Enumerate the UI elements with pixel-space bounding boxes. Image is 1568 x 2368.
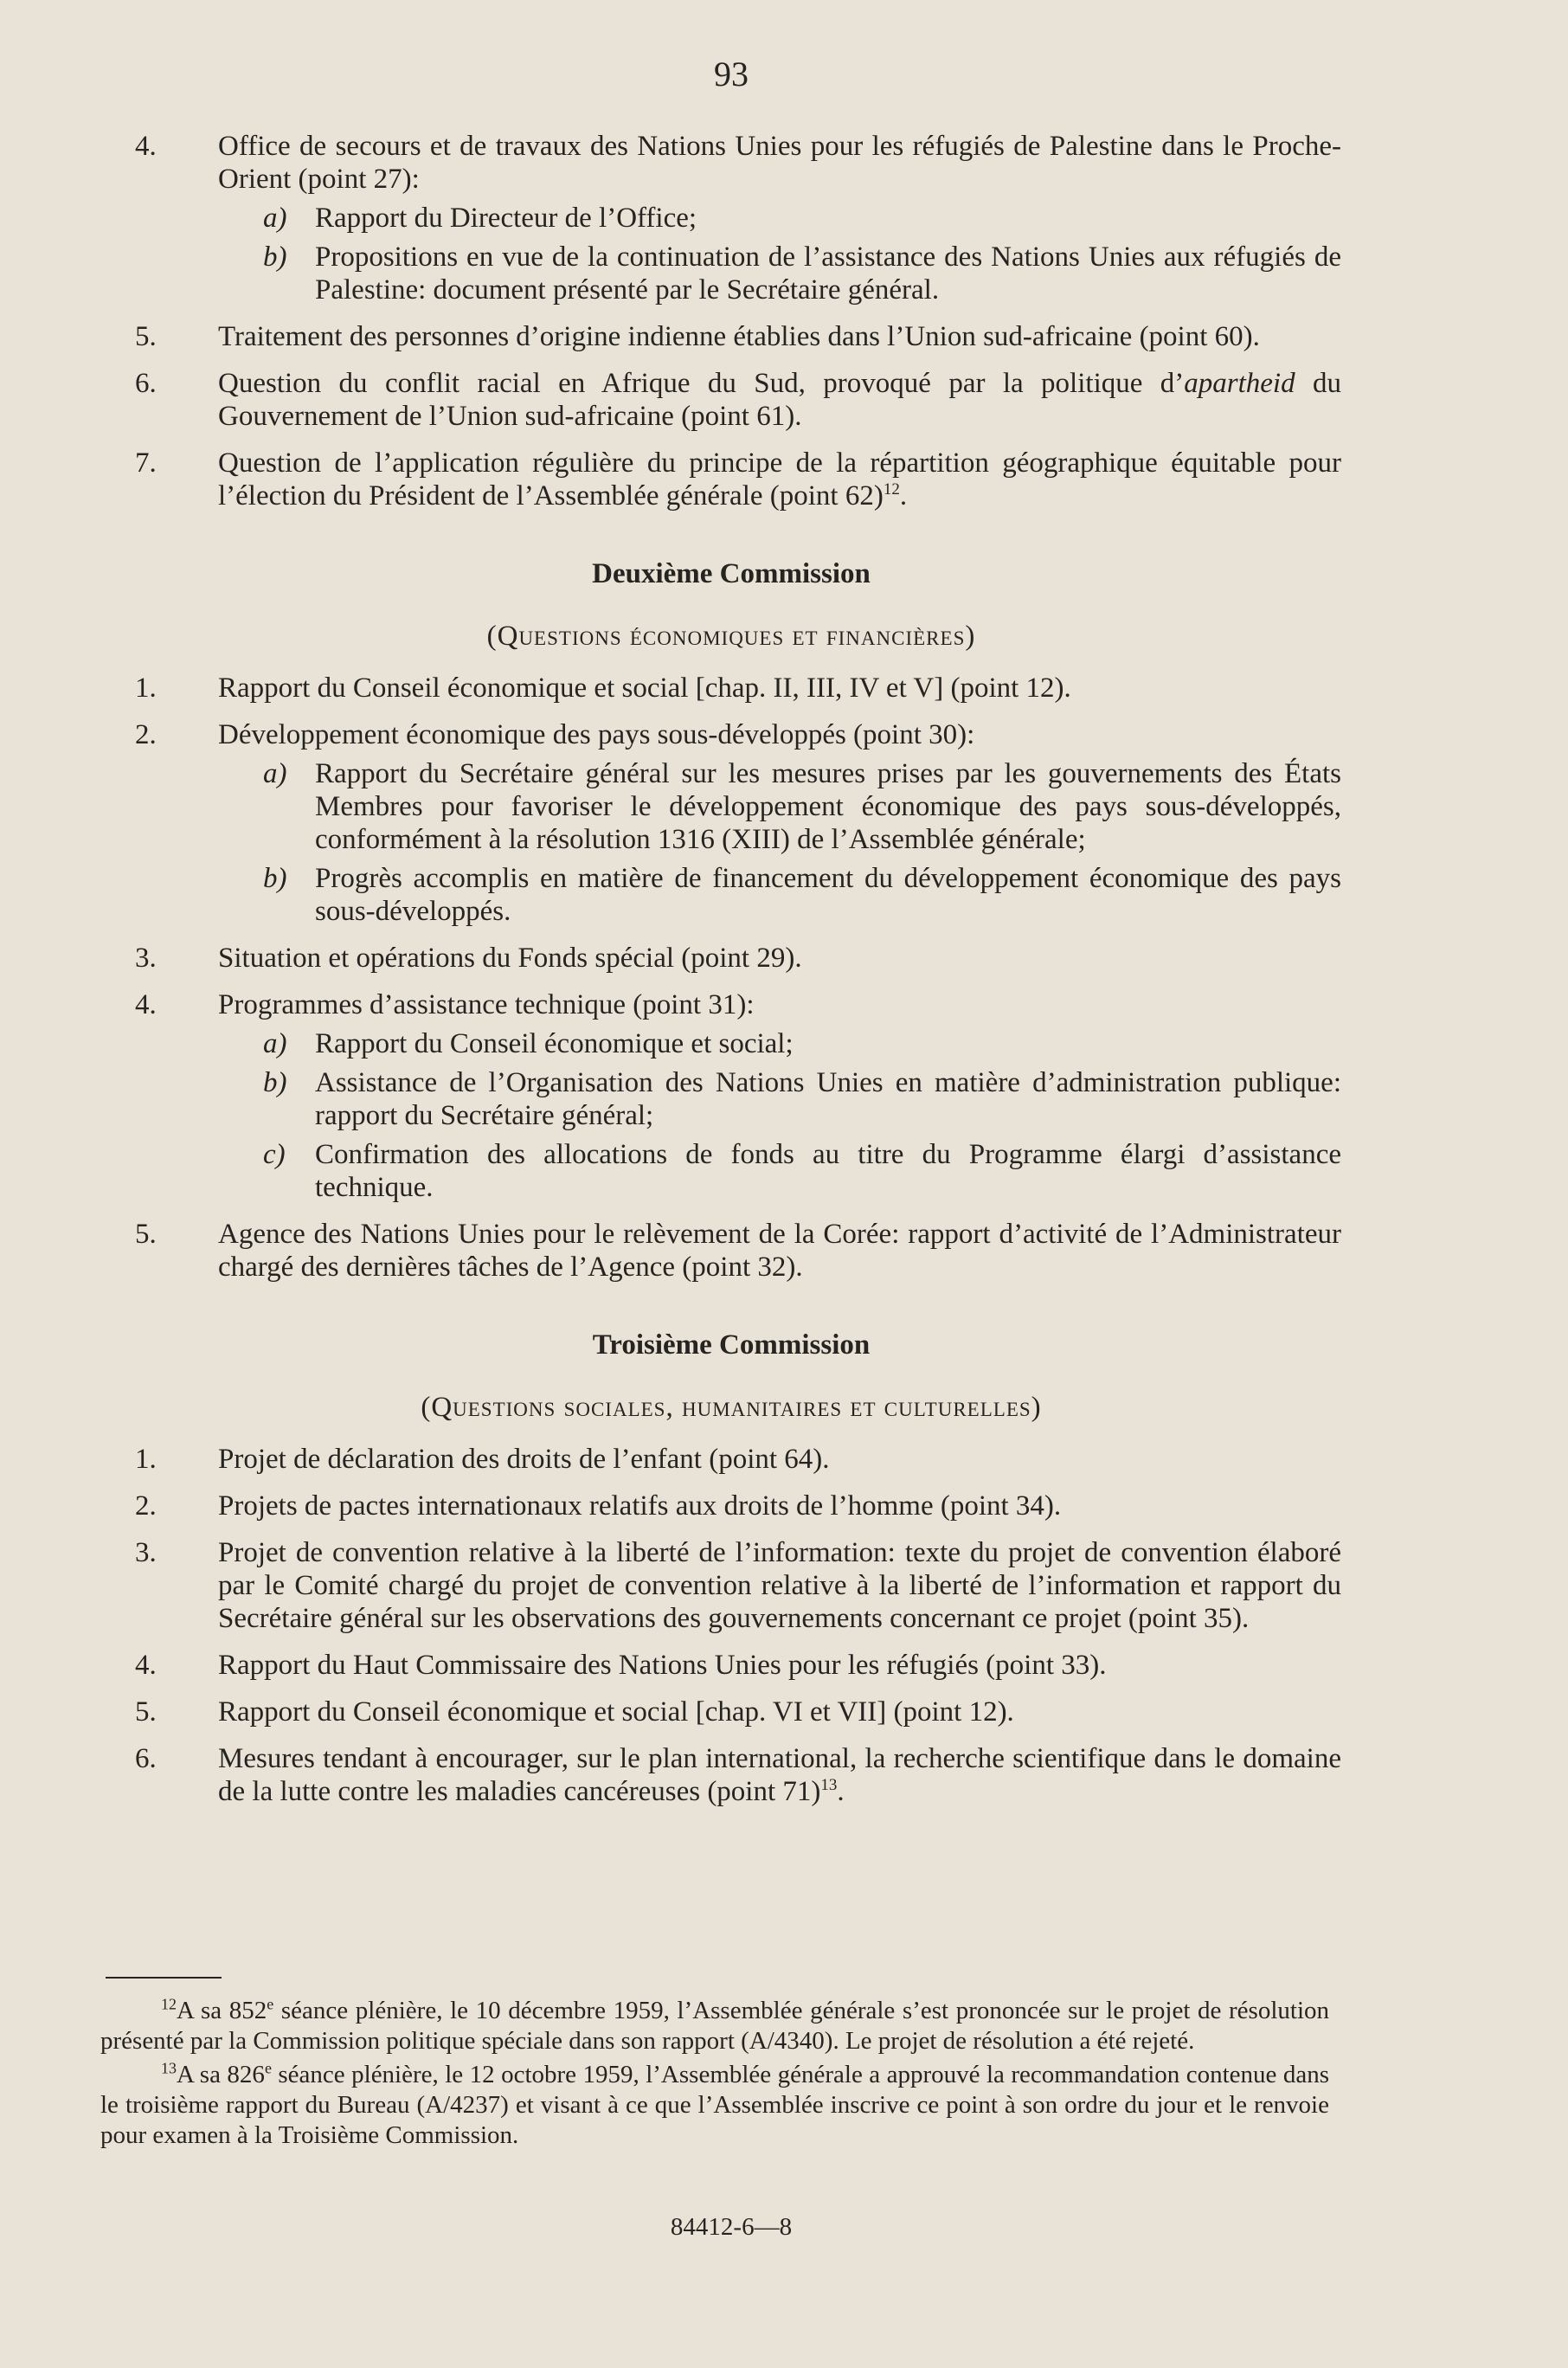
footnotes [100,1996,1329,2154]
footnote-divider [106,1977,222,1979]
sub-item-letter: c) [263,1139,286,1170]
item-text: Mesures tendant à encourager, sur le plan international, la recherche scientifique dans le domaine de la lutte contre les maladies cancéreuses (point 71) [218,1743,1341,1807]
body-text [121,130,1341,1822]
item-text: Traitement des personnes d’origine indienne établies dans l’Union sud-africaine (point 60). [218,321,1260,352]
section-subtitle: (Questions économiques et financières) [486,621,976,652]
list-item [121,1490,1341,1522]
item-number: 6. [135,1743,157,1774]
sub-item-text: Confirmation des allocations de fonds au titre du Programme élargi d’assistance technique. [315,1139,1341,1203]
ordinal-suffix: e [267,1995,274,2013]
sub-item-letter: b) [263,1067,287,1098]
item-number: 1. [135,1444,157,1475]
page-number: 93 [714,55,749,93]
item-text: Projet de convention relative à la liberté de l’information: texte du projet de convention élaboré par le Comité chargé du projet de convention relative à la liberté de l’information et rapport du Secrétaire général sur les observations des gouvernements concernant ce projet (point 35). [218,1537,1341,1634]
sub-item-text: Propositions en vue de la continuation de l’assistance des Nations Unies aux réfugiés de Palestine: document présenté par le Secrétaire général. [315,241,1341,306]
sub-item [218,202,1341,235]
sub-item-letter: a) [263,1028,287,1059]
sub-item-letter: a) [263,203,287,234]
item-text: Question du conflit racial en Afrique du Sud, provoqué par la politique d’ [218,368,1185,399]
item-text-end: . [837,1776,845,1807]
sub-item [218,862,1341,928]
list-item [121,130,1341,306]
list-item [121,367,1341,433]
item-text: Office de secours et de travaux des Nations Unies pour les réfugiés de Palestine dans le Proche-Orient (point 27): [218,131,1341,195]
list-item [121,447,1341,512]
item-text-end: . [899,480,908,512]
item-text: Programmes d’assistance technique (point 31): [218,989,755,1020]
footnote [100,1996,1329,2056]
sub-item-text: Assistance de l’Organisation des Nations Unies en matière d’administration publique: rapport du Secrétaire général; [315,1067,1341,1131]
list-item [121,1649,1341,1682]
footnote-ref: 13 [820,1776,838,1794]
item-text: Projets de pactes internationaux relatifs aux droits de l’homme (point 34). [218,1490,1062,1522]
item-text-end: du Gouvernement de l’Union sud-africaine (point 61). [218,368,1341,432]
footnote [100,2060,1329,2151]
item-number: 7. [135,447,157,479]
item-number: 4. [135,989,157,1020]
list-item [121,1696,1341,1728]
sub-item [218,1066,1341,1132]
item-number: 5. [135,1696,157,1728]
footnote-text: séance plénière, le 10 décembre 1959, l’Assemblée générale s’est prononcée sur le projet de résolution présenté par la Commission politique spéciale dans son rapport (A/4340). Le projet de résolution a été rejeté. [100,1997,1329,2055]
item-number: 5. [135,321,157,352]
list-item [121,1742,1341,1808]
item-text: Rapport du Conseil économique et social [chap. VI et VII] (point 12). [218,1696,1014,1728]
ordinal-suffix: e [264,2059,272,2077]
sub-item-letter: b) [263,863,287,894]
footnote-lead: A sa 852 [177,1997,267,2024]
item-number: 5. [135,1219,157,1250]
list-item [121,672,1341,705]
sub-item [218,757,1341,856]
item-text: Question de l’application régulière du principe de la répartition géographique équitable pour l’élection du Président de l’Assemblée générale (point 62) [218,447,1341,512]
sub-item-letter: a) [263,758,287,789]
item-text: Rapport du Haut Commissaire des Nations Unies pour les réfugiés (point 33). [218,1650,1107,1681]
item-number: 6. [135,368,157,399]
list-item [121,988,1341,1204]
list-item [121,1443,1341,1476]
item-text: Situation et opérations du Fonds spécial (point 29). [218,943,802,974]
item-text: Projet de déclaration des droits de l’enfant (point 64). [218,1444,830,1475]
sub-item [218,1138,1341,1204]
list-item [121,1218,1341,1284]
italic-term: apartheid [1184,368,1295,399]
list-item [121,1536,1341,1635]
item-number: 3. [135,1537,157,1568]
footnote-mark: 12 [161,1995,177,2013]
sub-item-letter: b) [263,241,287,273]
item-number: 2. [135,719,157,750]
item-number: 3. [135,943,157,974]
section-title: Deuxième Commission [592,558,871,589]
item-number: 1. [135,672,157,704]
item-text: Rapport du Conseil économique et social [chap. II, III, IV et V] (point 12). [218,672,1071,704]
section-title: Troisième Commission [592,1329,871,1361]
item-text: Agence des Nations Unies pour le relèvement de la Corée: rapport d’activité de l’Administrateur chargé des dernières tâches de l’Agence (point 32). [218,1219,1341,1283]
footnote-mark: 13 [161,2059,177,2077]
sub-item-text: Progrès accomplis en matière de financement du développement économique des pays sous-développés. [315,863,1341,927]
footnote-lead: A sa 826 [177,2061,265,2088]
item-number: 2. [135,1490,157,1522]
footnote-text: séance plénière, le 12 octobre 1959, l’Assemblée générale a approuvé la recommandation contenue dans le troisième rapport du Bureau (A/4237) et visant à ce que l’Assemblée inscrive ce point à son ordre du jour et le renvoie pour examen à la Troisième Commission. [100,2061,1330,2149]
item-number: 4. [135,131,157,162]
footnote-ref: 12 [883,480,900,499]
item-text: Développement économique des pays sous-développés (point 30): [218,719,975,750]
sub-item-text: Rapport du Directeur de l’Office; [315,203,697,234]
sub-item [218,1027,1341,1060]
item-number: 4. [135,1650,157,1681]
sub-item-text: Rapport du Conseil économique et social; [315,1028,794,1059]
list-item [121,320,1341,353]
print-code: 84412-6—8 [670,2213,793,2241]
list-item [121,942,1341,975]
list-item [121,718,1341,928]
section-subtitle: (Questions sociales, humanitaires et culturelles) [421,1392,1042,1423]
sub-item-text: Rapport du Secrétaire général sur les mesures prises par les gouvernements des États Membres pour favoriser le développement économique des pays sous-développés, conformément à la résolution 1316 (XIII) de l’Assemblée générale; [315,758,1341,855]
sub-item [218,241,1341,306]
